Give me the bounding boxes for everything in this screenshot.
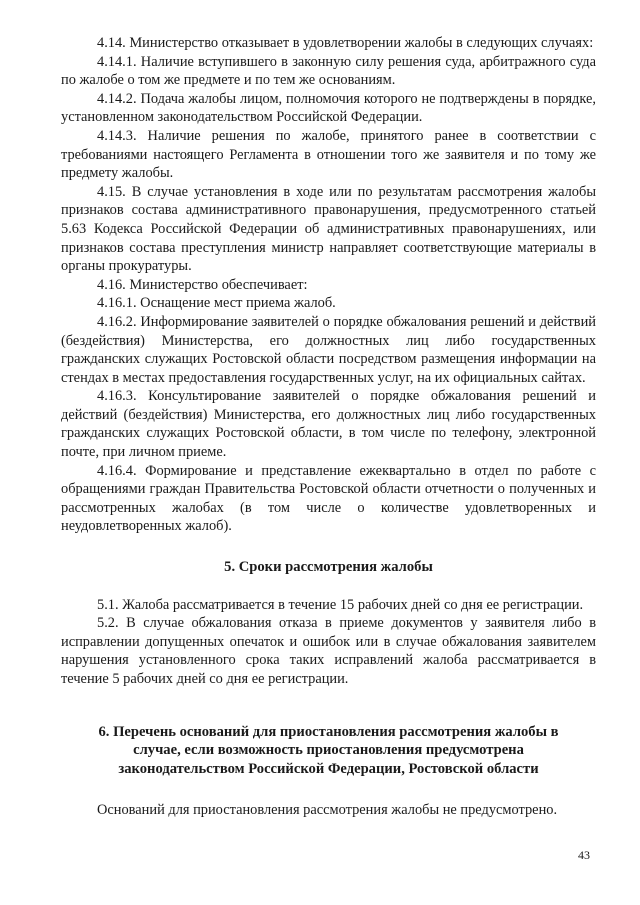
page-number: 43 xyxy=(578,848,590,862)
document-page xyxy=(61,34,596,820)
section-6-heading: 6. Перечень оснований для приостановления рассмотрения жалобы в случае, если возможность приостановления предусмотрена законодательством Российской Федерации, Ростовской области xyxy=(98,723,559,777)
paragraph-4-15: 4.15. В случае установления в ходе или по результатам рассмотрения жалобы признаков состава административного правонарушения, предусмотренного статьей 5.63 Кодекса Российской Федерации об административных правонарушениях, или признаков состава преступления министр направляет соответствующие материалы в органы прокуратуры. xyxy=(61,183,596,275)
paragraph-4-14-3: 4.14.3. Наличие решения по жалобе, принятого ранее в соответствии с требованиями настоящего Регламента в отношении того же заявителя и по тому же предмету жалобы. xyxy=(61,127,596,182)
paragraph-4-16-1: 4.16.1. Оснащение мест приема жалоб. xyxy=(97,295,336,312)
paragraph-5-2: 5.2. В случае обжалования отказа в приеме документов у заявителя либо в исправлении допущенных опечаток и ошибок или в случае обжалования заявителем нарушения установленного срока таких исправлений жалоба рассматривается в течение 5 рабочих дней со дня ее регистрации. xyxy=(61,615,596,687)
section-5-heading: 5. Сроки рассмотрения жалобы xyxy=(224,559,433,576)
paragraph-4-16-2: 4.16.2. Информирование заявителей о порядке обжалования решений и действий (бездействия) Министерства, его должностных лиц либо государственных гражданских служащих Ростовской области посредством размещения информации на стендах в местах предоставления государственных услуг, на их официальных сайтах. xyxy=(61,313,596,386)
paragraph-4-14-2: 4.14.2. Подача жалобы лицом, полномочия которого не подтверждены в порядке, установленном законодательством Российской Федерации. xyxy=(61,90,596,126)
paragraph-4-14-1: 4.14.1. Наличие вступившего в законную силу решения суда, арбитражного суда по жалобе о том же предмете и по тем же основаниям. xyxy=(61,53,596,89)
paragraph-6-text: Оснований для приостановления рассмотрения жалобы не предусмотрено. xyxy=(97,802,558,819)
paragraph-4-14: 4.14. Министерство отказывает в удовлетворении жалобы в следующих случаях: xyxy=(97,35,594,51)
paragraph-4-16-3: 4.16.3. Консультирование заявителей о порядке обжалования решений и действий (бездействия) Министерства, его должностных лиц либо государственных гражданских служащих Ростовской области, в том числе по телефону, электронной почте, при личном приеме. xyxy=(61,388,596,461)
paragraph-4-16-4: 4.16.4. Формирование и представление ежеквартально в отдел по работе с обращениями граждан Правительства Ростовской области отчетности о полученных и рассмотренных жалобах (в том числе о количестве удовлетворенных и неудовлетворенных жалоб). xyxy=(61,462,596,535)
paragraph-5-1: 5.1. Жалоба рассматривается в течение 15 рабочих дней со дня ее регистрации. xyxy=(97,596,584,613)
paragraph-4-16: 4.16. Министерство обеспечивает: xyxy=(97,276,308,293)
